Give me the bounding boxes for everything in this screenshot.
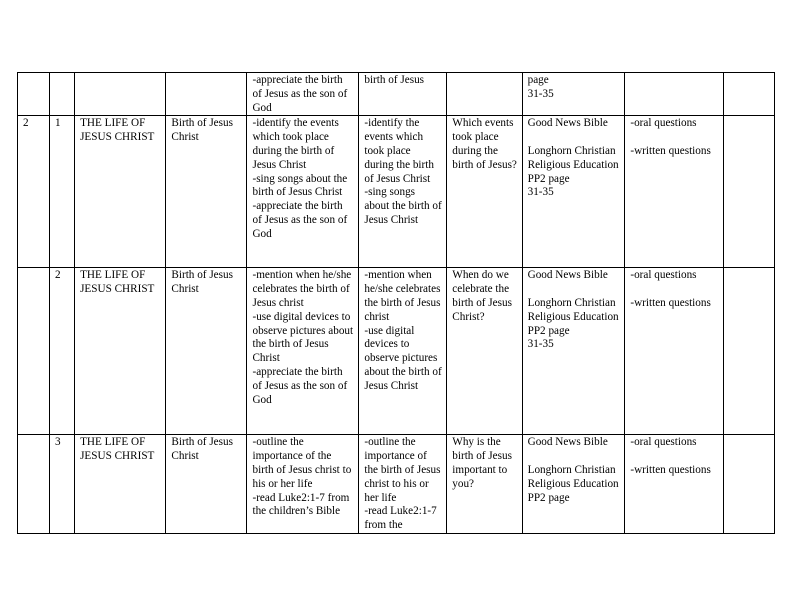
- sub-strand-cell: [166, 73, 247, 116]
- week-cell: [18, 435, 50, 534]
- key-inquiry-cell: Which events took place during the birth of Jesus?: [447, 116, 522, 268]
- strand-cell: THE LIFE OF JESUS CHRIST: [75, 116, 166, 268]
- learning-experiences-cell: birth of Jesus: [359, 73, 447, 116]
- strand-cell: [75, 73, 166, 116]
- lesson-cell: 2: [49, 268, 74, 435]
- sub-strand-cell: Birth of Jesus Christ: [166, 268, 247, 435]
- week-cell: 2: [18, 116, 50, 268]
- table-row: [18, 268, 775, 435]
- strand-cell: THE LIFE OF JESUS CHRIST: [75, 435, 166, 534]
- learning-outcomes-cell: -outline the importance of the birth of Jesus christ to his or her life -read Luke2:1-7 from the children’s Bible: [247, 435, 359, 534]
- learning-resources-cell: Good News Bible Longhorn Christian Religious Education PP2 page 31-35: [522, 116, 625, 268]
- week-cell: [18, 268, 50, 435]
- learning-resources-cell: page 31-35: [522, 73, 625, 116]
- learning-experiences-cell: -identify the events which took place during the birth of Jesus Christ -sing songs about the birth of Jesus Christ: [359, 116, 447, 268]
- learning-resources-cell: Good News Bible Longhorn Christian Religious Education PP2 page 31-35: [522, 268, 625, 435]
- lesson-cell: [49, 73, 74, 116]
- key-inquiry-cell: Why is the birth of Jesus important to you?: [447, 435, 522, 534]
- lesson-cell: 1: [49, 116, 74, 268]
- table-row: [18, 73, 775, 116]
- table-row: [18, 116, 775, 268]
- learning-experiences-cell: -outline the importance of the birth of Jesus christ to his or her life -read Luke2:1-7 from the: [359, 435, 447, 534]
- sub-strand-cell: Birth of Jesus Christ: [166, 116, 247, 268]
- scheme-of-work-table: [17, 72, 775, 534]
- key-inquiry-cell: [447, 73, 522, 116]
- week-cell: [18, 73, 50, 116]
- assessment-cell: -oral questions -written questions: [625, 268, 723, 435]
- strand-cell: THE LIFE OF JESUS CHRIST: [75, 268, 166, 435]
- table-row: [18, 435, 775, 534]
- learning-experiences-cell: -mention when he/she celebrates the birth of Jesus christ -use digital devices to observe pictures about the birth of Jesus Christ: [359, 268, 447, 435]
- assessment-cell: -oral questions -written questions: [625, 435, 723, 534]
- remarks-cell: [723, 268, 774, 435]
- lesson-cell: 3: [49, 435, 74, 534]
- key-inquiry-cell: When do we celebrate the birth of Jesus Christ?: [447, 268, 522, 435]
- assessment-cell: -oral questions -written questions: [625, 116, 723, 268]
- learning-outcomes-cell: -identify the events which took place during the birth of Jesus Christ -sing songs about the birth of Jesus Christ -appreciate the birth of Jesus as the son of God: [247, 116, 359, 268]
- learning-resources-cell: Good News Bible Longhorn Christian Religious Education PP2 page: [522, 435, 625, 534]
- learning-outcomes-cell: -mention when he/she celebrates the birth of Jesus christ -use digital devices to observe pictures about the birth of Jesus Christ -appreciate the birth of Jesus as the son of God: [247, 268, 359, 435]
- remarks-cell: [723, 435, 774, 534]
- assessment-cell: [625, 73, 723, 116]
- remarks-cell: [723, 73, 774, 116]
- sub-strand-cell: Birth of Jesus Christ: [166, 435, 247, 534]
- learning-outcomes-cell: -appreciate the birth of Jesus as the son of God: [247, 73, 359, 116]
- remarks-cell: [723, 116, 774, 268]
